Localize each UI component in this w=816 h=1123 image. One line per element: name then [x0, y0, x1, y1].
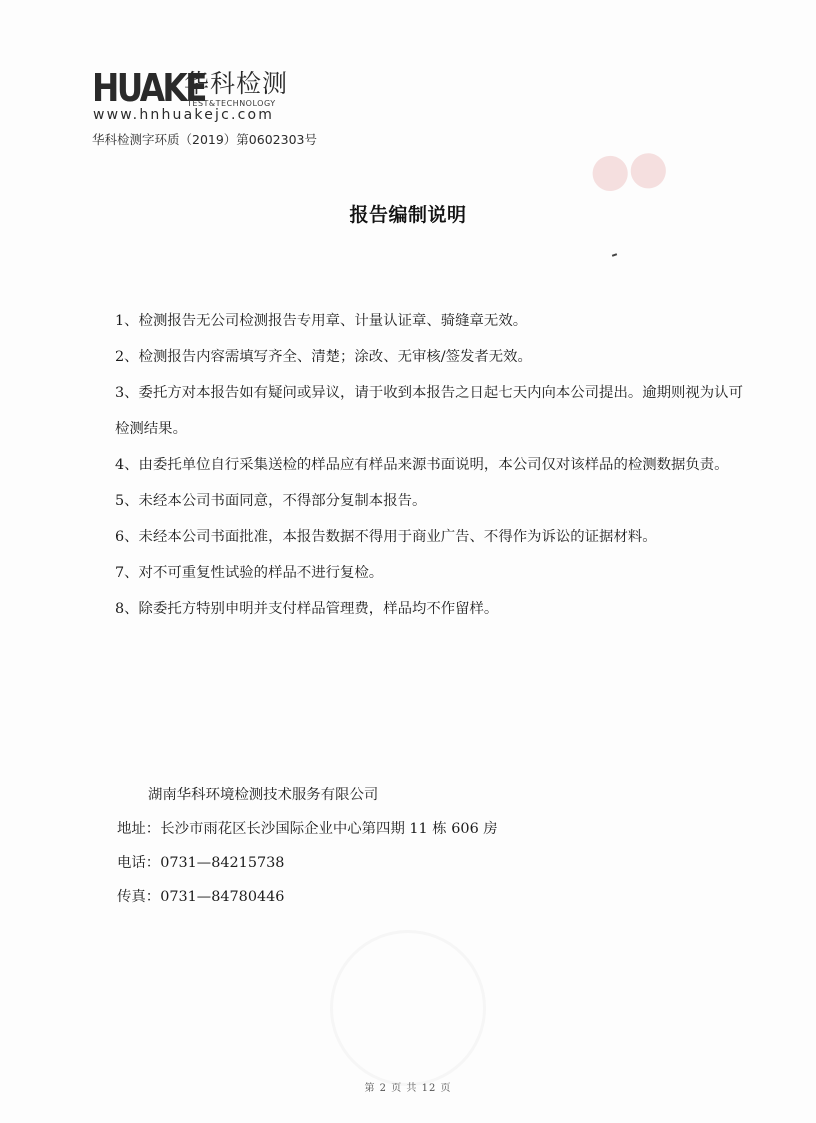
page-number: 第 2 页 共 12 页 — [364, 1083, 452, 1094]
company-name: 湖南华科环境检测技术服务有限公司 — [148, 787, 379, 803]
list-item: 1、检测报告无公司检测报告专用章、计量认证章、骑缝章无效。 — [115, 313, 528, 329]
report-number: 华科检测字环质（2019）第0602303号 — [92, 132, 317, 147]
page-title: 报告编制说明 — [349, 204, 467, 226]
notes-list — [115, 303, 745, 627]
company-fax: 传真：0731—84780446 — [117, 889, 285, 905]
logo-website: www.hnhuakejc.com — [93, 107, 275, 123]
logo-english-tagline: TEST&TECHNOLOGY — [187, 99, 276, 108]
company-address: 地址：长沙市雨花区长沙国际企业中心第四期 11 栋 606 房 — [117, 821, 498, 837]
list-item: 5、未经本公司书面同意，不得部分复制本报告。 — [115, 493, 427, 509]
logo-chinese-name: 华科检测 — [184, 69, 289, 98]
company-contact-block — [117, 778, 498, 914]
list-item: 7、对不可重复性试验的样品不进行复检。 — [115, 565, 384, 581]
list-item: 4、由委托单位自行采集送检的样品应有样品来源书面说明，本公司仅对该样品的检测数据负责。 — [115, 457, 729, 473]
list-item: 2、检测报告内容需填写齐全、清楚；涂改、无审核/签发者无效。 — [115, 349, 532, 365]
list-item: 3、委托方对本报告如有疑问或异议，请于收到本报告之日起七天内向本公司提出。逾期则视为认可检测结果。 — [115, 385, 743, 437]
list-item: 8、除委托方特别申明并支付样品管理费，样品均不作留样。 — [115, 601, 499, 617]
company-phone: 电话：0731—84215738 — [117, 855, 285, 871]
faint-seal-ring — [330, 930, 486, 1086]
list-item: 6、未经本公司书面批准，本报告数据不得用于商业广告、不得作为诉讼的证据材料。 — [115, 529, 657, 545]
scan-speck — [612, 253, 617, 257]
watermark-mark: ●● — [588, 138, 668, 198]
logo-mark: HUAKE — [92, 66, 205, 110]
company-logo — [92, 68, 352, 124]
